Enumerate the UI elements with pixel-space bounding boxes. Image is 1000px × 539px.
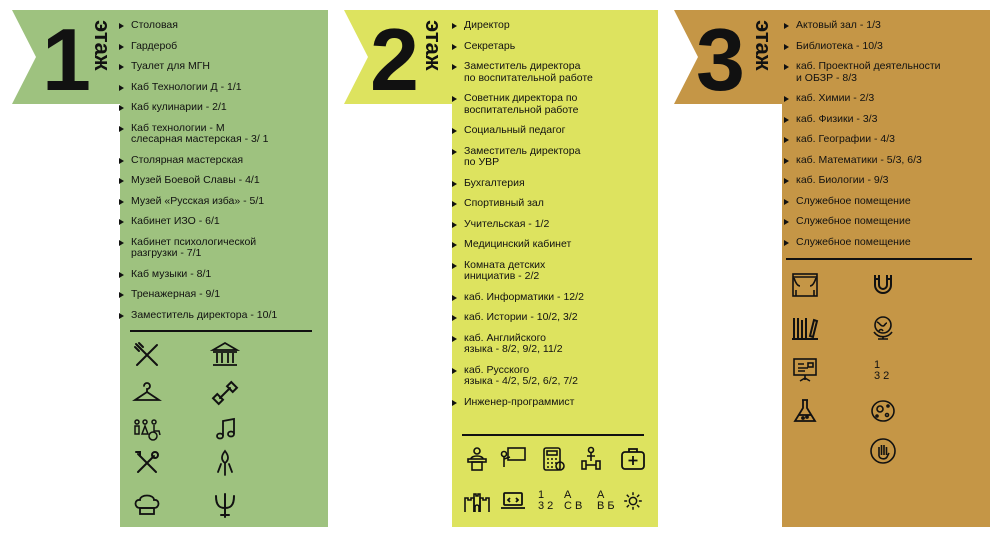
floor-1-room-list — [119, 20, 319, 321]
fork-knife-icon — [132, 340, 162, 370]
list-item: каб. Географии - 4/3 — [784, 134, 984, 146]
list-item: Кабинет психологической разгрузки - 7/1 — [119, 237, 319, 260]
books-icon — [790, 312, 820, 342]
floor-2-room-list — [452, 20, 652, 408]
hanger-icon — [132, 378, 162, 408]
floor-3-number: 3 — [696, 10, 745, 109]
list-item: Каб музыки - 8/1 — [119, 269, 319, 281]
laptop-icon — [498, 486, 528, 516]
floor-3-divider — [786, 258, 972, 260]
psi-icon — [210, 490, 240, 520]
magnet-icon — [868, 270, 898, 300]
list-item: каб. Биологии - 9/3 — [784, 175, 984, 187]
floor-3-label: этаж — [751, 20, 776, 71]
floor-3-room-list — [784, 20, 984, 248]
list-item: Директор — [452, 20, 652, 32]
presentation-icon — [790, 354, 820, 384]
list-item: Каб технологии - М слесарная мастерская - 3/ 1 — [119, 123, 319, 146]
list-item: каб. Русского языка - 4/2, 5/2, 6/2, 7/2 — [452, 365, 652, 388]
castle-icon — [462, 486, 492, 516]
list-item: Каб Технологии Д - 1/1 — [119, 82, 319, 94]
list-item: Спортивный зал — [452, 198, 652, 210]
hand-stop-icon — [868, 436, 898, 466]
list-item: каб. Проектной деятельности и ОБЗР - 8/3 — [784, 61, 984, 84]
list-item: Советник директора по воспитательной работе — [452, 93, 652, 116]
floor-2-divider — [462, 434, 644, 436]
floor-2-column — [344, 10, 658, 527]
museum-icon — [210, 340, 240, 370]
list-item: каб. Математики - 5/3, 6/3 — [784, 155, 984, 167]
numbers-icon: 1 3 2 — [538, 489, 554, 512]
list-item: Комната детских инициатив - 2/2 — [452, 260, 652, 283]
list-item: Служебное помещение — [784, 216, 984, 228]
letters-icon: А В Б — [597, 489, 615, 512]
globe-icon — [868, 312, 898, 342]
list-item: Музей «Русская изба» - 5/1 — [119, 196, 319, 208]
list-item: Музей Боевой Славы - 4/1 — [119, 175, 319, 187]
floor-1-number: 1 — [42, 10, 91, 109]
list-item: Учительская - 1/2 — [452, 219, 652, 231]
teacher-board-icon — [498, 444, 528, 474]
list-item: каб. Химии - 2/3 — [784, 93, 984, 105]
gear-icon — [622, 490, 644, 512]
paintbrush-icon — [210, 448, 240, 478]
abc-icon: А С В — [564, 489, 583, 512]
dumbbell-icon — [210, 378, 240, 408]
list-item: Актовый зал - 1/3 — [784, 20, 984, 32]
floor-1-column — [12, 10, 328, 527]
list-item: Столовая — [119, 20, 319, 32]
restroom-accessible-icon — [132, 414, 162, 444]
cell-icon — [868, 396, 898, 426]
list-item: Гардероб — [119, 41, 319, 53]
list-item: каб. Английского языка - 8/2, 9/2, 11/2 — [452, 333, 652, 356]
list-item: Социальный педагог — [452, 125, 652, 137]
stage-icon — [790, 270, 820, 300]
list-item: Заместитель директора по УВР — [452, 146, 652, 169]
list-item: Заместитель директора по воспитательной работе — [452, 61, 652, 84]
list-item: Столярная мастерская — [119, 155, 319, 167]
list-item: Бухгалтерия — [452, 178, 652, 190]
list-item: каб. Информатики - 12/2 — [452, 292, 652, 304]
floor-2-label: этаж — [421, 20, 446, 71]
calculator-icon — [538, 444, 568, 474]
list-item: каб. Истории - 10/2, 3/2 — [452, 312, 652, 324]
list-item: Служебное помещение — [784, 196, 984, 208]
list-item: Туалет для МГН — [119, 61, 319, 73]
list-item: Инженер-программист — [452, 397, 652, 409]
music-note-icon — [210, 414, 240, 444]
floor-1-divider — [130, 330, 312, 332]
floor-3-column — [674, 10, 990, 527]
list-item: Заместитель директора - 10/1 — [119, 310, 319, 322]
chef-hat-icon — [132, 490, 162, 520]
weightlifter-icon — [576, 444, 606, 474]
floor-1-label: этаж — [90, 20, 115, 71]
list-item: Медицинский кабинет — [452, 239, 652, 251]
list-item: Каб кулинарии - 2/1 — [119, 102, 319, 114]
first-aid-icon — [618, 444, 648, 474]
director-desk-icon — [462, 444, 492, 474]
list-item: Библиотека - 10/3 — [784, 41, 984, 53]
list-item: Секретарь — [452, 41, 652, 53]
tools-icon — [132, 448, 162, 478]
list-item: Кабинет ИЗО - 6/1 — [119, 216, 319, 228]
numbers-icon: 1 3 2 — [874, 359, 890, 382]
floor-2-number: 2 — [370, 10, 419, 109]
list-item: Служебное помещение — [784, 237, 984, 249]
list-item: каб. Физики - 3/3 — [784, 114, 984, 126]
flask-icon — [790, 396, 820, 426]
list-item: Тренажерная - 9/1 — [119, 289, 319, 301]
